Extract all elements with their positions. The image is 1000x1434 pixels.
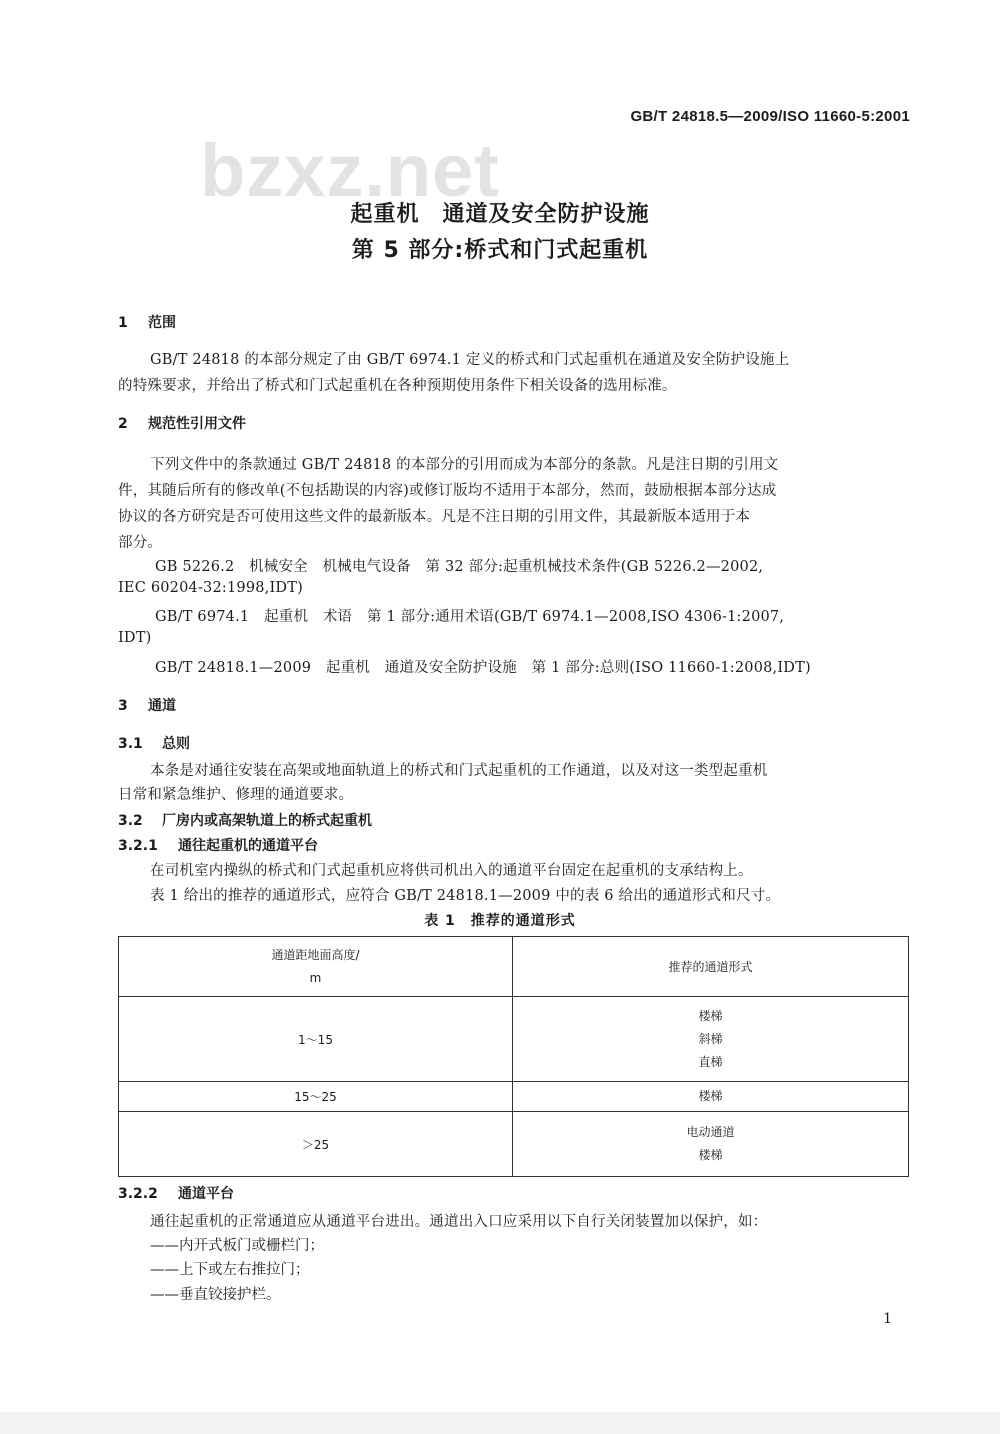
section-3-2-2-heading <box>118 1183 234 1203</box>
form-item: 电动通道 <box>686 1125 735 1139</box>
document-title-line2: 第 5 部分:桥式和门式起重机 <box>351 238 649 263</box>
header-cell-form: 推荐的通道形式 <box>513 937 909 997</box>
section-3-1-heading <box>118 733 190 753</box>
s31-paragraph-line: 本条是对通往安装在高架或地面轨道上的桥式和门式起重机的工作通道，以及对这一类型起重机 <box>150 763 768 779</box>
cell-forms <box>513 997 909 1082</box>
list-item: ——上下或左右推拉门； <box>150 1262 310 1278</box>
reference-2-line: IDT) <box>118 630 152 646</box>
header-cell-height <box>119 937 513 997</box>
section-title: 通道 <box>148 698 176 714</box>
document-title-line1: 起重机 通道及安全防护设施 <box>350 202 650 227</box>
section-title: 厂房内或高架轨道上的桥式起重机 <box>162 813 372 829</box>
section-1-heading <box>118 312 176 332</box>
section-title: 通道平台 <box>178 1186 234 1202</box>
cell-height: 15～25 <box>119 1082 513 1112</box>
s2-paragraph-line: 协议的各方研究是否可使用这些文件的最新版本。凡是不注日期的引用文件，其最新版本适用于本 <box>118 509 751 525</box>
reference-2-line: GB/T 6974.1 起重机 术语 第 1 部分:通用术语(GB/T 6974.1—2008,ISO 4306-1:2007, <box>155 609 785 625</box>
s321-paragraph: 在司机室内操纵的桥式和门式起重机应将供司机出入的通道平台固定在起重机的支承结构上。 <box>150 863 753 879</box>
reference-3-line: GB/T 24818.1—2009 起重机 通道及安全防护设施 第 1 部分:总则(ISO 11660-1:2008,IDT) <box>155 660 811 676</box>
section-2-heading <box>118 413 246 433</box>
cell-forms <box>513 1112 909 1177</box>
reference-1-line: IEC 60204-32:1998,IDT) <box>118 580 303 596</box>
header-standard-code: GB/T 24818.5—2009/ISO 11660-5:2001 <box>630 108 910 125</box>
section-number: 3.2.2 <box>118 1186 158 1202</box>
table-row <box>119 997 909 1082</box>
form-item: 楼梯 <box>698 1008 723 1023</box>
s1-paragraph-line: 的特殊要求，并给出了桥式和门式起重机在各种预期使用条件下相关设备的选用标准。 <box>118 378 677 394</box>
table-row <box>119 1112 909 1177</box>
s31-paragraph-line: 日常和紧急维护、修理的通道要求。 <box>118 787 354 803</box>
s321-paragraph: 表 1 给出的推荐的通道形式，应符合 GB/T 24818.1—2009 中的表 6 给出的通道形式和尺寸。 <box>150 888 781 904</box>
section-number: 3.2.1 <box>118 838 158 854</box>
section-number: 3.2 <box>118 813 143 829</box>
list-item: ——内开式板门或栅栏门； <box>150 1238 324 1254</box>
form-item: 斜梯 <box>698 1031 723 1046</box>
cell-height: 1～15 <box>119 997 513 1082</box>
section-title: 总则 <box>162 736 190 752</box>
s322-paragraph: 通往起重机的正常通道应从通道平台进出。通道出入口应采用以下自行关闭装置加以保护，如： <box>150 1214 768 1230</box>
section-3-2-heading <box>118 810 372 830</box>
page-number: 1 <box>883 1311 892 1327</box>
table-row <box>119 1082 909 1112</box>
section-number: 2 <box>118 416 128 432</box>
section-3-heading <box>118 695 176 715</box>
form-item: 直梯 <box>698 1054 723 1069</box>
section-title: 规范性引用文件 <box>148 416 246 432</box>
section-number: 3.1 <box>118 736 143 752</box>
table-1-caption: 表 1 推荐的通道形式 <box>424 913 576 929</box>
s2-paragraph-line: 件，其随后所有的修改单(不包括勘误的内容)或修订版均不适用于本部分，然而，鼓励根据本部分达成 <box>118 483 777 499</box>
s1-paragraph-line: GB/T 24818 的本部分规定了由 GB/T 6974.1 定义的桥式和门式起重机在通道及安全防护设施上 <box>150 352 790 368</box>
s2-paragraph-line: 部分。 <box>118 535 163 551</box>
s2-paragraph-line: 下列文件中的条款通过 GB/T 24818 的本部分的引用而成为本部分的条款。凡是注日期的引用文 <box>150 457 779 473</box>
header-unit: m <box>309 970 322 985</box>
section-title: 范围 <box>148 315 176 331</box>
form-item: 楼梯 <box>698 1148 723 1162</box>
form-item: 楼梯 <box>698 1089 723 1103</box>
viewer-bottom-edge <box>0 1412 1000 1434</box>
table-1 <box>118 936 909 1177</box>
header-text: 通道距地面高度/ <box>271 947 360 962</box>
section-title: 通往起重机的通道平台 <box>178 838 318 854</box>
reference-1-line: GB 5226.2 机械安全 机械电气设备 第 32 部分:起重机械技术条件(GB 5226.2—2002, <box>155 559 764 575</box>
section-number: 1 <box>118 315 128 331</box>
table-header-row <box>119 937 909 997</box>
section-number: 3 <box>118 698 128 714</box>
cell-forms <box>513 1082 909 1112</box>
section-3-2-1-heading <box>118 835 318 855</box>
cell-height: ＞25 <box>119 1112 513 1177</box>
watermark: bzxz.net <box>200 129 500 212</box>
list-item: ——垂直铰接护栏。 <box>150 1287 281 1303</box>
